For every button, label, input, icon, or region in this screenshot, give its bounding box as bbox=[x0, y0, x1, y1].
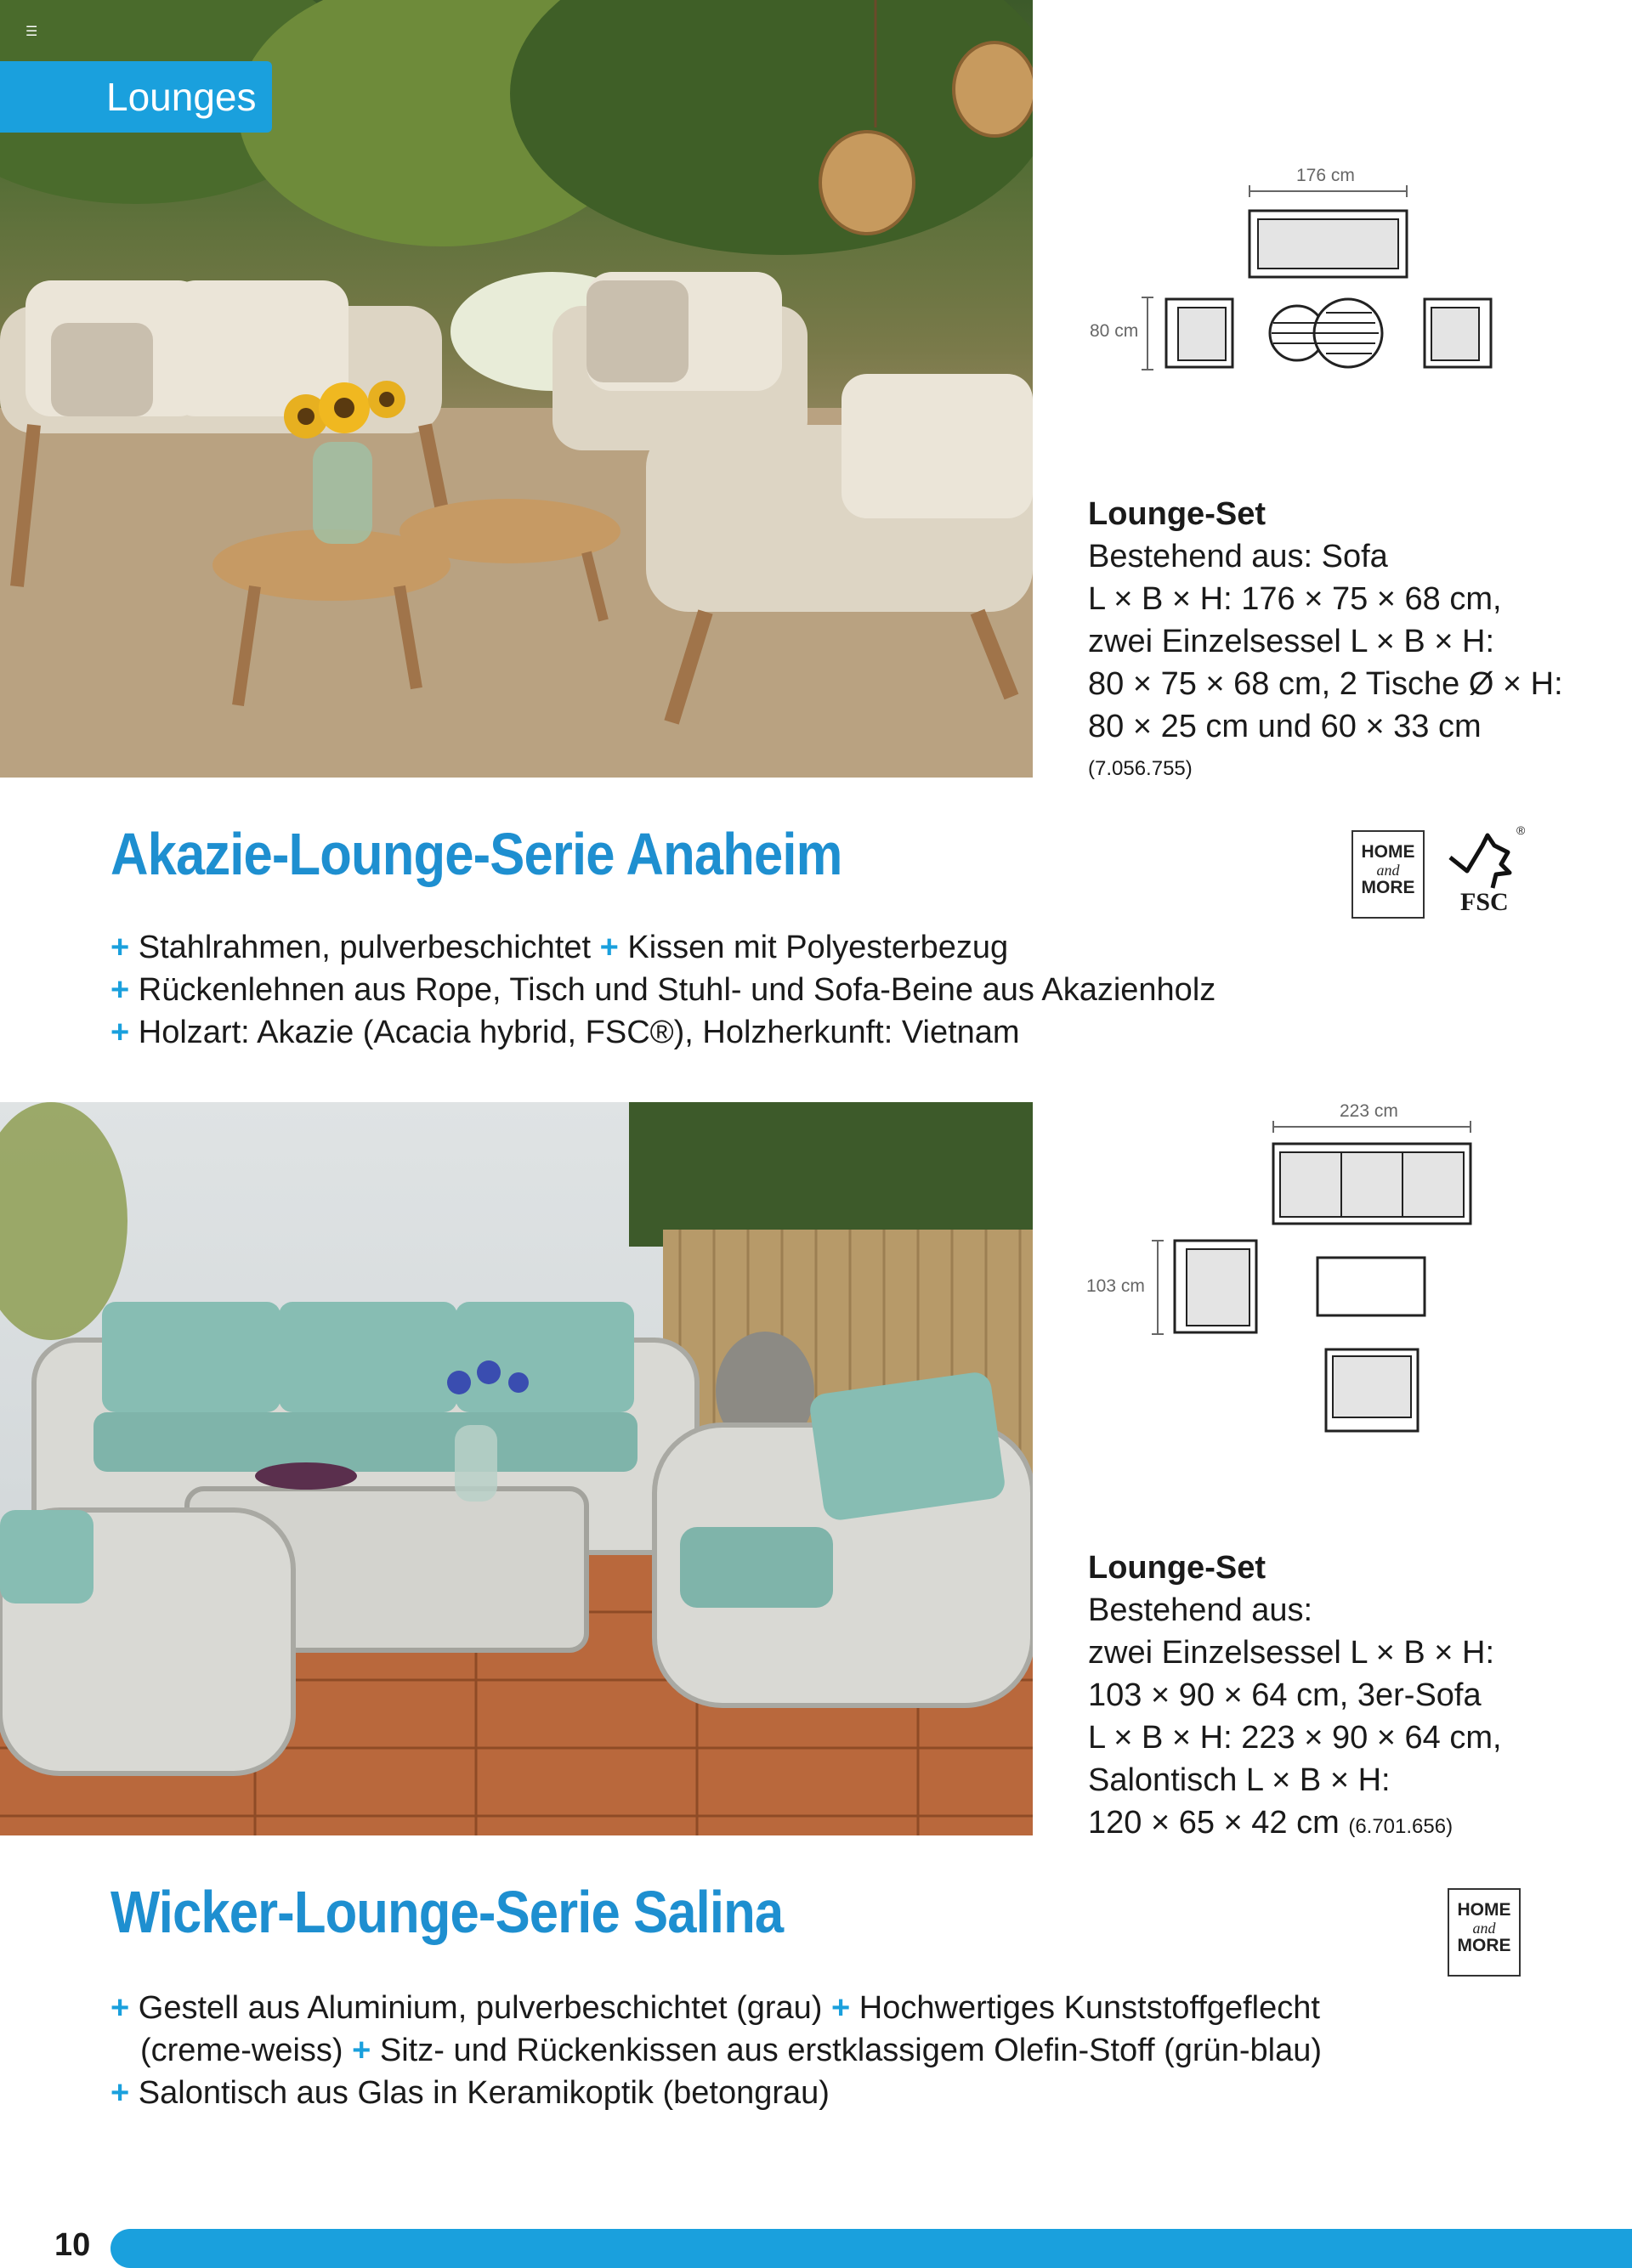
spec-line: L × B × H: 176 × 75 × 68 cm, bbox=[1088, 581, 1502, 617]
plus-icon: + bbox=[110, 972, 130, 1008]
spec-line: 103 × 90 × 64 cm, 3er-Sofa bbox=[1088, 1677, 1482, 1713]
feature-list-anaheim bbox=[110, 926, 1386, 1054]
feature-text: Gestell aus Aluminium, pulverbeschichtet (grau) bbox=[138, 1990, 823, 2026]
menu-icon: ☰ bbox=[26, 25, 38, 39]
spec-title: Lounge-Set bbox=[1088, 496, 1266, 532]
fsc-tree-icon bbox=[1445, 829, 1530, 890]
series-title-salina: Wicker-Lounge-Serie Salina bbox=[110, 1879, 784, 1945]
feature-list-salina bbox=[110, 1987, 1386, 2114]
registered-mark: ® bbox=[1516, 823, 1526, 837]
spec-block-salina bbox=[1088, 1547, 1598, 1848]
feature-line bbox=[110, 2072, 1386, 2114]
spec-line bbox=[1088, 1801, 1598, 1848]
feature-text: Sitz- und Rückenkissen aus erstklassigem Olefin-Stoff (grün-blau) bbox=[379, 2033, 1322, 2068]
logo-text: HOME bbox=[1457, 1900, 1511, 1920]
plus-icon: + bbox=[352, 2033, 371, 2068]
feature-line bbox=[110, 2029, 1386, 2072]
home-and-more-logo bbox=[1448, 1888, 1521, 1977]
page-number: 10 bbox=[54, 2227, 91, 2263]
spec-line: Bestehend aus: Sofa bbox=[1088, 539, 1388, 574]
dimension-depth-label: 80 cm bbox=[1090, 321, 1139, 341]
spec-line: 80 × 25 cm und 60 × 33 cm bbox=[1088, 709, 1482, 744]
series-title-anaheim: Akazie-Lounge-Serie Anaheim bbox=[110, 821, 842, 887]
logo-text: MORE bbox=[1361, 878, 1415, 897]
spec-line-text: 120 × 65 × 42 cm bbox=[1088, 1805, 1340, 1841]
spec-title: Lounge-Set bbox=[1088, 1550, 1266, 1586]
spec-line: Bestehend aus: bbox=[1088, 1592, 1313, 1628]
plus-icon: + bbox=[831, 1990, 851, 2026]
category-label: Lounges bbox=[106, 75, 257, 119]
dimension-width-label: 176 cm bbox=[1296, 166, 1355, 185]
dimension-diagram-salina bbox=[1080, 1105, 1504, 1445]
logo-text: MORE bbox=[1457, 1936, 1511, 1955]
feature-text: (creme-weiss) bbox=[140, 2033, 343, 2068]
dimension-diagram-anaheim bbox=[1080, 161, 1522, 382]
article-number: (6.701.656) bbox=[1348, 1815, 1454, 1838]
feature-text: Rückenlehnen aus Rope, Tisch und Stuhl- und Sofa-Beine aus Akazienholz bbox=[138, 972, 1216, 1008]
home-and-more-logo bbox=[1352, 830, 1425, 919]
spec-line: zwei Einzelsessel L × B × H: bbox=[1088, 1635, 1495, 1671]
feature-line bbox=[110, 1987, 1386, 2029]
plus-icon: + bbox=[110, 1015, 130, 1050]
fsc-logo bbox=[1445, 823, 1530, 922]
feature-text: Kissen mit Polyesterbezug bbox=[627, 930, 1009, 965]
footer-bar bbox=[110, 2229, 1632, 2268]
feature-text: Holzart: Akazie (Acacia hybrid, FSC®), Holzherkunft: Vietnam bbox=[138, 1015, 1020, 1050]
feature-line bbox=[110, 926, 1386, 969]
feature-line bbox=[110, 969, 1386, 1011]
terrace-scene-illustration bbox=[0, 1102, 1033, 1835]
spec-line: Salontisch L × B × H: bbox=[1088, 1762, 1391, 1798]
feature-text: Stahlrahmen, pulverbeschichtet bbox=[138, 930, 592, 965]
dimension-width-label: 223 cm bbox=[1340, 1101, 1398, 1121]
category-tab bbox=[0, 61, 272, 133]
feature-text: Hochwertiges Kunststoffgeflecht bbox=[858, 1990, 1320, 2026]
fsc-label: FSC bbox=[1460, 888, 1509, 916]
plus-icon: + bbox=[599, 930, 619, 965]
feature-text: Salontisch aus Glas in Keramikoptik (betongrau) bbox=[138, 2075, 830, 2111]
plus-icon: + bbox=[110, 930, 130, 965]
plus-icon: + bbox=[110, 2075, 130, 2111]
product-photo-salina bbox=[0, 1102, 1033, 1835]
logo-text: HOME bbox=[1361, 842, 1415, 862]
spec-block-anaheim bbox=[1088, 493, 1598, 790]
dimension-depth-label: 103 cm bbox=[1086, 1276, 1145, 1296]
logo-text: and bbox=[1376, 862, 1400, 879]
plus-icon: + bbox=[110, 1990, 130, 2026]
spec-line: 80 × 75 × 68 cm, 2 Tische Ø × H: bbox=[1088, 666, 1563, 702]
spec-line: zwei Einzelsessel L × B × H: bbox=[1088, 624, 1495, 659]
spec-line: L × B × H: 223 × 90 × 64 cm, bbox=[1088, 1720, 1502, 1756]
feature-line bbox=[110, 1011, 1386, 1054]
article-number: (7.056.755) bbox=[1088, 757, 1193, 780]
logo-text: and bbox=[1472, 1920, 1496, 1937]
